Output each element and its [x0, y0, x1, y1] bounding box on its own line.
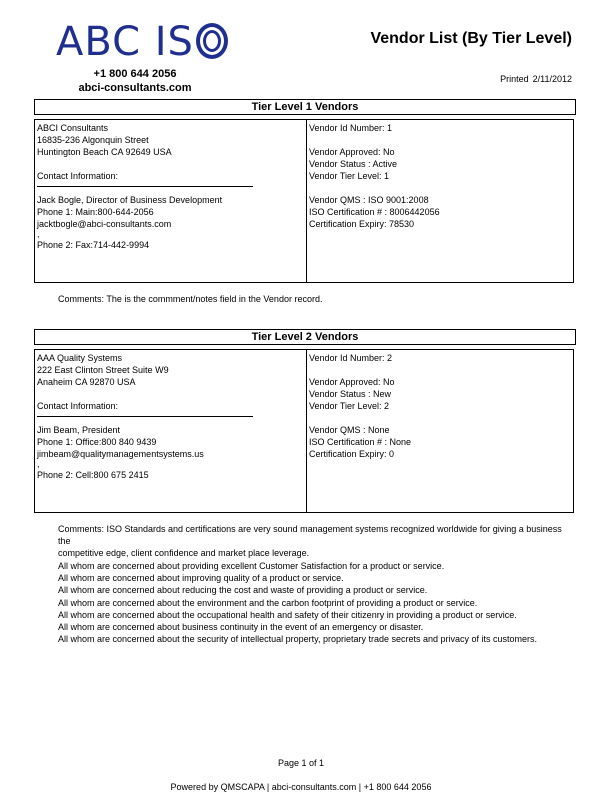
- contact-name: Jack Bogle, Director of Business Development: [37, 195, 223, 205]
- concern-line: All whom are concerned about the occupational health and safety of their citizenry in providing a product or service.: [58, 609, 517, 620]
- contact-info-label: Contact Information:: [37, 171, 119, 181]
- tier-2-heading: Tier Level 2 Vendors: [34, 329, 576, 345]
- contact-divider: [37, 186, 253, 187]
- printed-label: Printed: [500, 74, 529, 84]
- vendor-name: ABCI Consultants: [37, 123, 109, 133]
- vendor-id: Vendor Id Number: 1: [309, 123, 393, 133]
- contact-separator: ,: [37, 459, 40, 469]
- contact-info-label: Contact Information:: [37, 401, 119, 411]
- contact-name: Jim Beam, President: [37, 425, 121, 435]
- vendor-qms: Vendor QMS : ISO 9001:2008: [309, 195, 429, 205]
- certification-expiry: Certification Expiry: 0: [309, 449, 395, 459]
- comment-line: Comments: The is the commment/notes field in the Vendor record.: [58, 294, 323, 304]
- vendor-tier-level: Vendor Tier Level: 1: [309, 171, 390, 181]
- vendor-id: Vendor Id Number: 2: [309, 353, 393, 363]
- contact-phone-1: Phone 1: Main:800-644-2056: [37, 207, 154, 217]
- concern-line: All whom are concerned about the security of intellectual property, proprietary trade secrets and privacy of its customers.: [58, 634, 538, 645]
- iso-certification: ISO Certification # : 8006442056: [309, 207, 440, 217]
- iso-certification: ISO Certification # : None: [309, 437, 412, 447]
- vendor-contact-column: [37, 122, 253, 251]
- vendor-address-line-2: Huntington Beach CA 92649 USA: [37, 147, 172, 157]
- vendor-status: Vendor Status : Active: [309, 159, 398, 169]
- certification-expiry: Certification Expiry: 78530: [309, 219, 415, 229]
- tier-1-comments: [58, 293, 568, 305]
- vendor-status: Vendor Status : New: [309, 389, 392, 399]
- contact-phone-2: Phone 2: Fax:714-442-9994: [37, 240, 150, 250]
- contact-divider: [37, 416, 253, 417]
- vendor-approved: Vendor Approved: No: [309, 377, 395, 387]
- contact-separator: ,: [37, 229, 40, 239]
- concern-line: All whom are concerned about improving quality of a product or service.: [58, 573, 344, 584]
- vendor-qms: Vendor QMS : None: [309, 425, 390, 435]
- contact-phone-2: Phone 2: Cell:800 675 2415: [37, 470, 149, 480]
- comment-line: competitive edge, client confidence and market place leverage.: [58, 548, 310, 558]
- company-logo: [56, 18, 220, 66]
- vendor-address-line-1: 16835-236 Algonquin Street: [37, 135, 149, 145]
- vendor-status-column: [309, 352, 411, 460]
- vendor-card-tier-2: [34, 349, 574, 513]
- vendor-approved: Vendor Approved: No: [309, 147, 395, 157]
- vendor-address-line-1: 222 East Clinton Street Suite W9: [37, 365, 169, 375]
- printed-date: [496, 74, 572, 84]
- tier-1-heading: Tier Level 1 Vendors: [34, 99, 576, 115]
- concern-line: All whom are concerned about providing excellent Customer Satisfaction for a product or service.: [58, 561, 445, 571]
- vendor-contact-column: [37, 352, 253, 481]
- printed-value: 2/11/2012: [532, 74, 572, 84]
- vendor-tier-level: Vendor Tier Level: 2: [309, 401, 390, 411]
- concerns-list: [58, 560, 578, 645]
- powered-by-footer: Powered by QMSCAPA | abci-consultants.com | +1 800 644 2056: [170, 782, 432, 792]
- company-phone: +1 800 644 2056: [93, 68, 177, 80]
- vendor-status-column: [309, 122, 440, 230]
- vendor-name: AAA Quality Systems: [37, 353, 123, 363]
- vendor-address-line-2: Anaheim CA 92870 USA: [37, 377, 136, 387]
- tier-2-comments: [58, 523, 568, 559]
- concern-line: All whom are concerned about business continuity in the event of an emergency or disaster.: [58, 622, 424, 633]
- vendor-card-tier-1: [34, 119, 574, 283]
- contact-email: jacktbogle@abci-consultants.com: [37, 219, 172, 229]
- company-website: abci-consultants.com: [78, 82, 192, 94]
- contact-phone-1: Phone 1: Office:800 840 9439: [37, 437, 157, 447]
- report-title: Vendor List (By Tier Level): [370, 30, 572, 47]
- logo-text: ABC IS: [56, 19, 194, 65]
- concern-line: All whom are concerned about reducing the cost and waste of providing a product or service.: [58, 585, 428, 596]
- contact-email: jimbeam@qualitymanagementsystems.us: [37, 449, 204, 459]
- page-number: Page 1 of 1: [277, 758, 325, 768]
- concern-line: All whom are concerned about the environment and the carbon footprint of providing a product or service.: [58, 597, 478, 608]
- logo-o-mark: [196, 23, 228, 59]
- comment-line: Comments: ISO Standards and certifications are very sound management systems recognized worldwide for giving a business the: [58, 524, 562, 546]
